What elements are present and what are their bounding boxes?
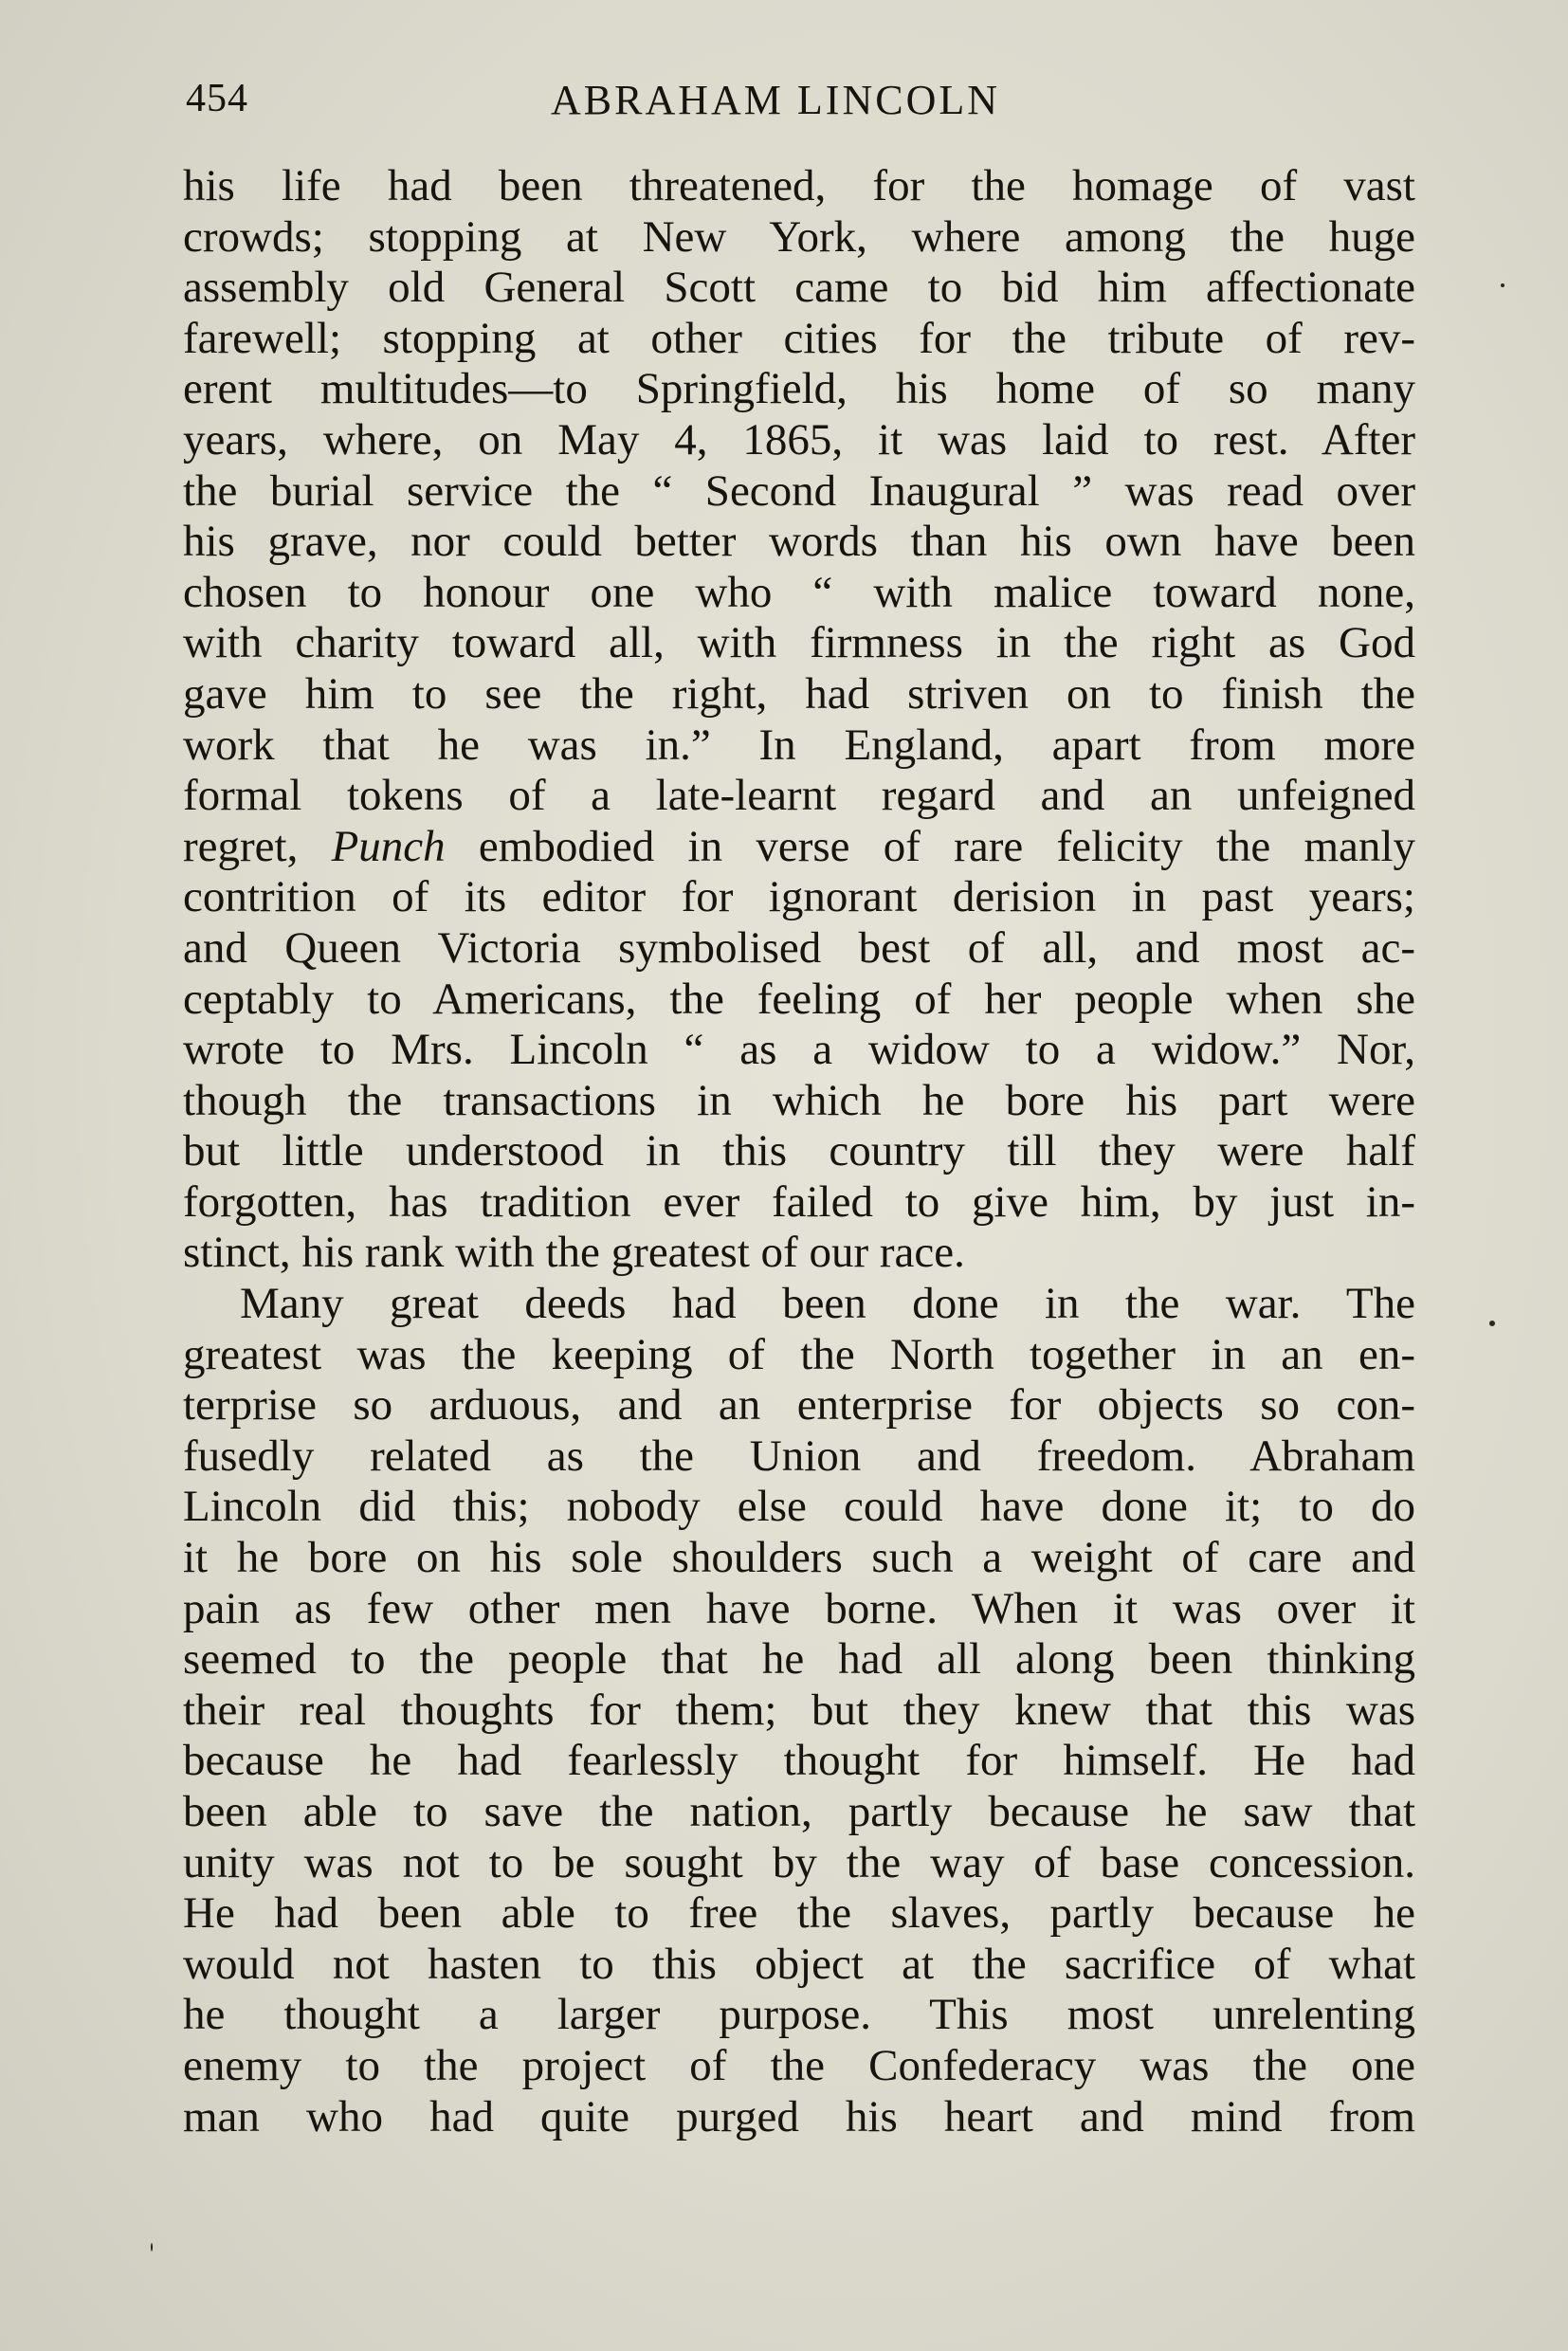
body-text [183,161,1415,2142]
text-line: chosen to honour one who “ with malice toward none, [183,567,1415,617]
text-line: work that he was in.” In England, apart from more [183,720,1415,770]
text-line: regret, Punch embodied in verse of rare felicity the manly [183,821,1415,871]
text-line: Lincoln did this; nobody else could have done it; to do [183,1482,1415,1532]
text-line: gave him to see the right, had striven on to finish the [183,668,1415,719]
text-line: forgotten, has tradition ever failed to give him, by just in- [183,1176,1415,1227]
text-line: erent multitudes—to Springfield, his home of so many [183,364,1415,414]
text-line: but little understood in this country till they were half [183,1126,1415,1176]
text-line: He had been able to free the slaves, partly because he [183,1888,1415,1939]
text-line: assembly old General Scott came to bid him affectionate [183,263,1415,313]
text-line: his life had been threatened, for the homage of vast [183,161,1415,210]
text-line: pain as few other men have borne. When it was over it [183,1583,1415,1633]
text-line: though the transactions in which he bore his part were [183,1075,1415,1125]
paragraph [183,1279,1415,2142]
text-line: enemy to the project of the Confederacy was the one [183,2040,1415,2090]
italic-title: Punch [331,821,446,871]
text-line: contrition of its editor for ignorant derision in past years; [183,872,1415,922]
text-line: farewell; stopping at other cities for the tribute of rev- [183,313,1415,363]
text-line: wrote to Mrs. Lincoln “ as a widow to a widow.” Nor, [183,1025,1415,1075]
text-line: ceptably to Americans, the feeling of her people when she [183,974,1415,1024]
text-line: his grave, nor could better words than his own have been [183,517,1415,567]
text-line: unity was not to be sought by the way of base concession. [183,1837,1415,1887]
paper-speck [1501,283,1504,287]
text-line: crowds; stopping at New York, where among the huge [183,211,1415,262]
text-line: stinct, his rank with the greatest of our race. [183,1228,965,1278]
running-title: ABRAHAM LINCOLN [551,77,1000,123]
text-line: it he bore on his sole shoulders such a weight of care and [183,1533,1415,1583]
text-line: would not hasten to this object at the sacrifice of what [183,1939,1415,1989]
paper-speck [1489,1321,1495,1326]
paragraph [183,161,1415,1279]
text-line: greatest was the keeping of the North together in an en- [183,1329,1415,1379]
text-line: with charity toward all, with firmness in the right as God [183,618,1415,668]
text-line: and Queen Victoria symbolised best of all, and most ac- [183,922,1415,973]
text-line: fusedly related as the Union and freedom. Abraham [183,1431,1415,1481]
text-line: because he had fearlessly thought for himself. He had [183,1736,1415,1786]
text-line: years, where, on May 4, 1865, it was laid to rest. After [183,414,1415,465]
text-line: Many great deeds had been done in the war. The [240,1279,1415,1329]
text-line: been able to save the nation, partly because he saw that [183,1787,1415,1836]
text-line: the burial service the “ Second Inaugural ” was read over [183,465,1415,516]
text-line: formal tokens of a late-learnt regard and an unfeigned [183,771,1415,821]
text-line: their real thoughts for them; but they knew that this was [183,1685,1415,1735]
text-line: seemed to the people that he had all along been thinking [183,1634,1415,1685]
text-line: he thought a larger purpose. This most unrelenting [183,1990,1415,2040]
text-line: terprise so arduous, and an enterprise for objects so con- [183,1380,1415,1431]
page-number: 454 [186,77,248,120]
text-line: man who had quite purged his heart and mind from [183,2091,1415,2141]
paper-speck [151,2243,153,2251]
page-header [186,76,1414,133]
